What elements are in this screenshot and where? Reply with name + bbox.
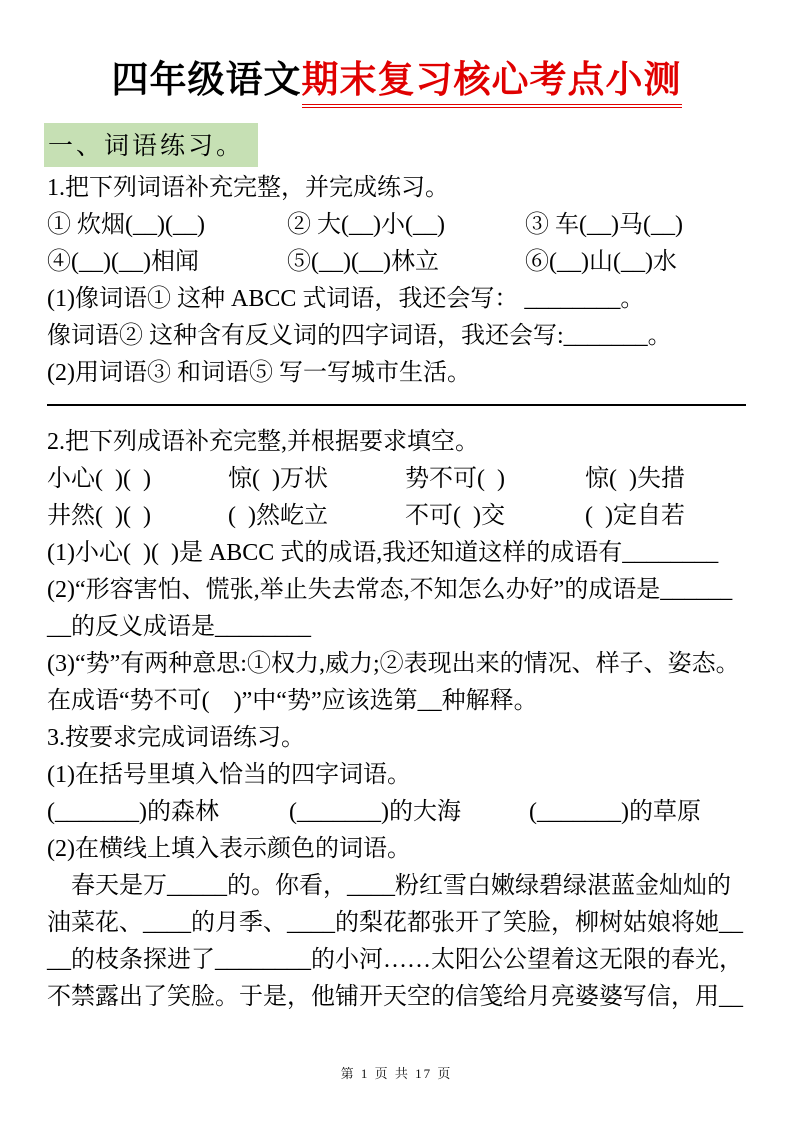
- q3-paragraph-line2: 油菜花、____的月季、____的梨花都张开了笑脸，柳树姑娘将她__: [47, 909, 743, 936]
- q1-item-6: ⑥(__)山(__)水: [525, 248, 677, 275]
- q3-prompt: 3.按要求完成词语练习。: [47, 724, 305, 751]
- q2-sub2-line1: (2)“形容害怕、慌张,举止失去常态,不知怎么办好”的成语是______: [47, 576, 733, 603]
- q3-blank-grassland: (_______)的草原: [529, 798, 701, 825]
- q1-prompt: 1.把下列词语补充完整，并完成练习。: [47, 174, 449, 201]
- q1-item-2: ② 大(__)小(__): [287, 211, 445, 238]
- q2-prompt: 2.把下列成语补充完整,并根据要求填空。: [47, 428, 479, 455]
- q2-sub3-line1: (3)“势”有两种意思:①权力,威力;②表现出来的情况、样子、姿态。: [47, 650, 740, 677]
- q1-sub1-line1: (1)像词语① 这种 ABCC 式词语，我还会写： ________。: [47, 285, 645, 312]
- page-title: [0, 0, 793, 106]
- page-number-footer: 第 1 页 共 17 页: [340, 1066, 453, 1081]
- section-one-row: [44, 123, 793, 165]
- q3-paragraph-line4: 不禁露出了笑脸。于是，他铺开天空的信笺给月亮婆婆写信，用__: [47, 983, 743, 1010]
- q2-idioms-row1: [47, 461, 746, 498]
- q2-sub2-line2: __的反义成语是________: [47, 613, 311, 640]
- q2-idiom-6: ( )然屹立: [228, 502, 328, 529]
- section-one-header: 一、词语练习。: [44, 123, 258, 167]
- q2-idiom-1: 小心( )( ): [47, 465, 151, 492]
- q3-paragraph-line1: 春天是万_____的。你看，____粉红雪白嫩绿碧绿湛蓝金灿灿的: [47, 872, 731, 899]
- q1-item-1: ① 炊烟(__)(__): [47, 211, 205, 238]
- q3-blank-sea: (_______)的大海: [289, 798, 461, 825]
- q1-sub1-line2: 像词语② 这种含有反义词的四字词语，我还会写:_______。: [47, 322, 672, 349]
- worksheet-content: [0, 165, 793, 1016]
- q1-sub2: (2)用词语③ 和词语⑤ 写一写城市生活。: [47, 359, 471, 386]
- q2-sub3-line2: 在成语“势不可( )”中“势”应该选第__种解释。: [47, 687, 538, 714]
- q2-idioms-row2: [47, 498, 746, 535]
- q2-idiom-8: ( )定自若: [585, 502, 685, 529]
- q3-paragraph-line3: __的枝条探进了________的小河……太阳公公望着这无限的春光，: [47, 946, 743, 973]
- title-grade-subject: 四年级语文: [111, 60, 302, 101]
- q1-item-4: ④(__)(__)相闻: [47, 248, 199, 275]
- title-exam-topic: 期末复习核心考点小测: [302, 60, 682, 108]
- q3-sub1-items: [47, 794, 746, 831]
- q2-idiom-3: 势不可( ): [405, 465, 505, 492]
- q1-item-5: ⑤(__)(__)林立: [287, 248, 439, 275]
- q3-blank-forest: (_______)的森林: [47, 798, 219, 825]
- q2-idiom-2: 惊( )万状: [228, 465, 328, 492]
- q3-sub2: (2)在横线上填入表示颜色的词语。: [47, 835, 411, 862]
- q2-idiom-4: 惊( )失措: [585, 465, 685, 492]
- q2-idiom-5: 井然( )( ): [47, 502, 151, 529]
- section-divider: [47, 404, 746, 406]
- q1-item-3: ③ 车(__)马(__): [525, 211, 683, 238]
- q1-items-row2: [47, 244, 746, 281]
- q2-sub1: (1)小心( )( )是 ABCC 式的成语,我还知道这样的成语有________: [47, 539, 719, 566]
- q2-idiom-7: 不可( )交: [405, 502, 505, 529]
- q1-items-row1: [47, 207, 746, 244]
- q3-sub1: (1)在括号里填入恰当的四字词语。: [47, 761, 411, 788]
